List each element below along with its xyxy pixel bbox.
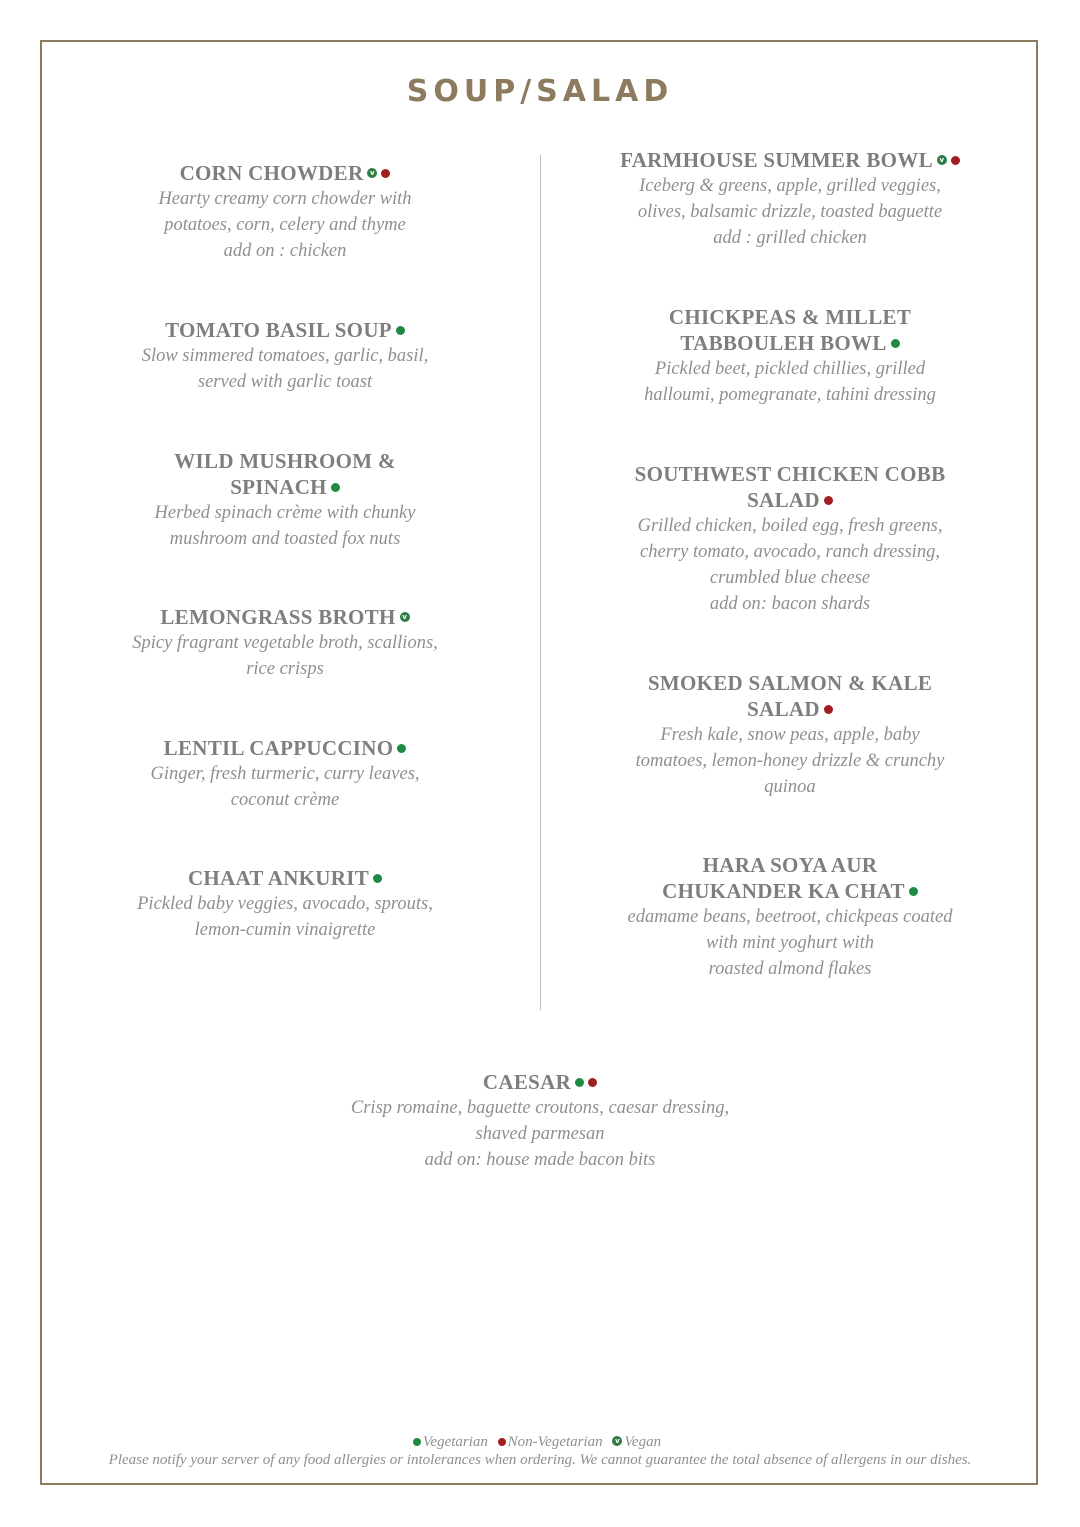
menu-item-lentil-cappuccino xyxy=(100,735,470,813)
legend-vegan: v Vegan xyxy=(612,1434,661,1450)
menu-item-tomato-basil-soup xyxy=(100,317,470,395)
menu-item-caesar xyxy=(300,1069,780,1173)
vegetarian-dot-icon xyxy=(396,326,405,335)
menu-item-chickpeas-millet-tabbouleh xyxy=(600,304,980,408)
vegan-leaf-icon: v xyxy=(400,612,410,622)
item-description: Slow simmered tomatoes, garlic, basil, served with garlic toast xyxy=(141,346,429,392)
non-vegetarian-dot-icon xyxy=(381,169,390,178)
vegetarian-dot-icon xyxy=(373,874,382,883)
item-description: Herbed spinach crème with chunky mushroom and toasted fox nuts xyxy=(154,503,416,549)
item-name: SOUTHWEST CHICKEN COBB SALAD xyxy=(634,462,946,512)
vegetarian-dot-icon xyxy=(891,339,900,348)
item-name: LENTIL CAPPUCCINO xyxy=(100,735,470,761)
item-description: edamame beans, beetroot, chickpeas coated with mint yoghurt with roasted almond flakes xyxy=(627,907,953,979)
item-name: CORN CHOWDER v xyxy=(100,160,470,186)
item-name: CAESAR xyxy=(300,1069,780,1095)
item-name: TOMATO BASIL SOUP xyxy=(100,317,470,343)
vegetarian-dot-icon xyxy=(909,887,918,896)
item-description: Crisp romaine, baguette croutons, caesar dressing, shaved parmesan add on: house made bacon bits xyxy=(350,1098,730,1170)
menu-item-smoked-salmon-kale xyxy=(600,670,980,800)
page-title: SOUP/SALAD xyxy=(406,74,674,109)
item-name: SMOKED SALMON & KALE SALAD xyxy=(647,671,933,721)
item-description: Hearty creamy corn chowder with potatoes, corn, celery and thyme add on : chicken xyxy=(158,189,412,261)
item-description: Spicy fragrant vegetable broth, scallions, rice crisps xyxy=(132,633,438,679)
non-vegetarian-dot-icon xyxy=(588,1078,597,1087)
menu-item-corn-chowder xyxy=(100,160,470,264)
column-divider xyxy=(540,155,541,1010)
menu-item-southwest-chicken-cobb xyxy=(600,461,980,617)
menu-item-wild-mushroom-spinach xyxy=(100,448,470,552)
vegan-leaf-icon: v xyxy=(937,155,947,165)
vegetarian-dot-icon xyxy=(331,483,340,492)
non-vegetarian-dot-icon xyxy=(824,496,833,505)
vegan-leaf-icon: v xyxy=(612,1436,622,1446)
item-description: Ginger, fresh turmeric, curry leaves, coconut crème xyxy=(150,764,420,810)
vegetarian-dot-icon xyxy=(397,744,406,753)
item-description: Iceberg & greens, apple, grilled veggies, olives, balsamic drizzle, toasted baguette add : grilled chicken xyxy=(637,176,943,248)
diet-legend xyxy=(0,1434,1080,1451)
item-description: Fresh kale, snow peas, apple, baby tomatoes, lemon-honey drizzle & crunchy quinoa xyxy=(635,725,945,797)
item-name: CHICKPEAS & MILLET TABBOULEH BOWL xyxy=(668,305,912,355)
item-name: WILD MUSHROOM & SPINACH xyxy=(174,449,396,499)
item-description: Grilled chicken, boiled egg, fresh greens, cherry tomato, avocado, ranch dressing, crumbled blue cheese add on: bacon shards xyxy=(637,516,943,614)
menu-item-lemongrass-broth xyxy=(100,604,470,682)
item-description: Pickled baby veggies, avocado, sprouts, lemon-cumin vinaigrette xyxy=(137,894,433,940)
item-name: LEMONGRASS BROTH v xyxy=(100,604,470,630)
vegan-leaf-icon: v xyxy=(367,168,377,178)
item-description: Pickled beet, pickled chillies, grilled halloumi, pomegranate, tahini dressing xyxy=(644,359,936,405)
legend-vegetarian: Vegetarian xyxy=(413,1434,488,1450)
item-name: HARA SOYA AUR CHUKANDER KA CHAT xyxy=(600,852,980,904)
vegetarian-dot-icon xyxy=(575,1078,584,1087)
item-name: CHAAT ANKURIT xyxy=(100,865,470,891)
non-vegetarian-dot-icon xyxy=(498,1438,506,1446)
non-vegetarian-dot-icon xyxy=(824,705,833,714)
legend-non-vegetarian: Non-Vegetarian xyxy=(498,1434,603,1450)
non-vegetarian-dot-icon xyxy=(951,156,960,165)
menu-item-chaat-ankurit xyxy=(100,865,470,943)
item-name: FARMHOUSE SUMMER BOWL v xyxy=(600,147,980,173)
allergy-note: Please notify your server of any food allergies or intolerances when ordering. We cannot guarantee the total absence of allergens in our dishes. xyxy=(108,1452,972,1468)
menu-item-farmhouse-summer-bowl xyxy=(600,147,980,251)
vegetarian-dot-icon xyxy=(413,1438,421,1446)
menu-item-hara-soya-chukander xyxy=(600,852,980,982)
